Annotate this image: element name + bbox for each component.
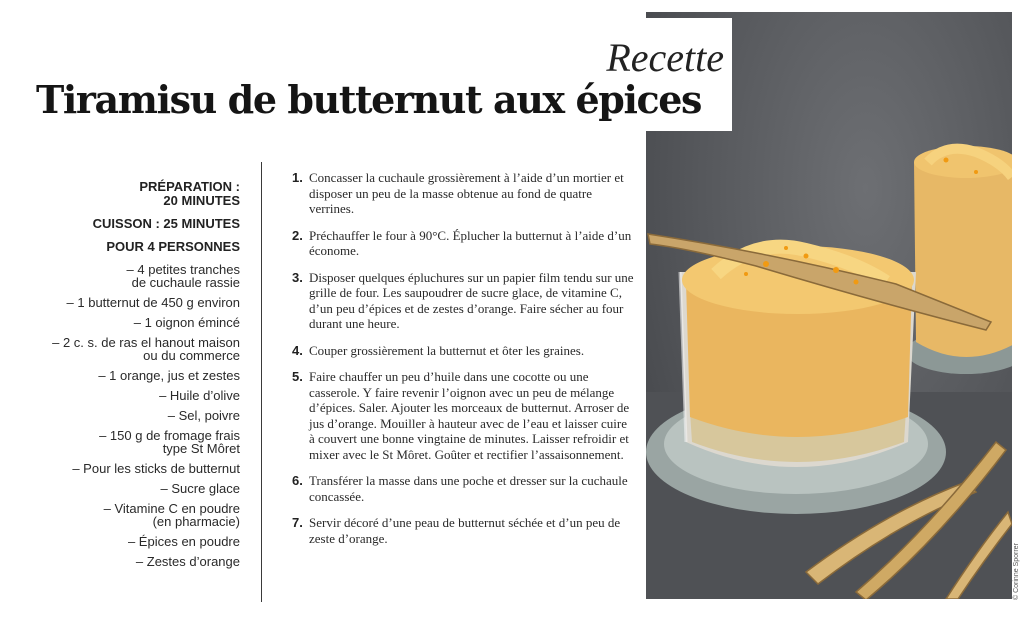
ingredient-list bbox=[20, 263, 240, 568]
ingredient-item: – Sel, poivre bbox=[167, 408, 240, 423]
ingredient-item: – 4 petites tranches de cuchaule rassie bbox=[126, 262, 240, 290]
title-block bbox=[30, 18, 732, 131]
step-item: 1. Concasser la cuchaule grossièrement à l’aide d’un mortier et disposer un peu de la masse obtenue au fond de quatre verrines. bbox=[292, 170, 624, 216]
ingredient-item: – 1 orange, jus et zestes bbox=[98, 368, 240, 383]
ingredient-item: – 1 butternut de 450 g environ bbox=[66, 295, 240, 310]
back-verrine bbox=[906, 146, 1012, 374]
step-item: 7. Servir décoré d’une peau de butternut séchée et d’un peu de zeste d’orange. bbox=[292, 515, 621, 546]
step-item: 4. Couper grossièrement la butternut et ôter les graines. bbox=[292, 342, 585, 358]
ingredient-item: – Zestes d’orange bbox=[135, 554, 240, 569]
step-item: 5. Faire chauffer un peu d’huile dans une cocotte ou une casserole. Y faire revenir l’oignon avec un peu de mélange d’épices. Saler. Ajouter les morceaux de butternut. Arroser de jus d’orange. Mouiller à hauteur avec de l’eau et laisser cuire à couvert une bonne vingtaine de minutes. Laisser refroidir et mixer avec le St Môret. Goûter et rectifier l’assaisonnement. bbox=[292, 369, 630, 462]
ingredient-item: – 2 c. s. de ras el hanout maison ou du commerce bbox=[52, 335, 240, 363]
ingredient-item: – Épices en poudre bbox=[127, 534, 240, 549]
step-item: 2. Préchauffer le four à 90°C. Éplucher la butternut à l’aide d’un économe. bbox=[292, 227, 632, 258]
photo-credit: © Corinne Sporrer bbox=[1013, 543, 1020, 600]
step-item: 3. Disposer quelques épluchures sur un papier film tendu sur une grille de four. Les saupoudrer de sucre glace, de vitamine C, d’un peu d’épices et de zestes d’orange. Faire sécher au four durant une heure. bbox=[292, 269, 634, 331]
ingredient-item: – Huile d’olive bbox=[159, 388, 240, 403]
ingredient-item: – 1 oignon émincé bbox=[133, 315, 240, 330]
recipe-kicker: Recette bbox=[606, 35, 724, 80]
servings: POUR 4 PERSONNES bbox=[106, 239, 240, 254]
ingredient-item: – Vitamine C en poudre (en pharmacie) bbox=[103, 501, 240, 529]
cooking-time: CUISSON : 25 MINUTES bbox=[92, 216, 240, 231]
ingredient-item: – Pour les sticks de butternut bbox=[72, 461, 240, 476]
ingredient-item: – 150 g de fromage frais type St Môret bbox=[99, 428, 240, 456]
ingredients-column bbox=[20, 180, 240, 575]
recipe-title: Tiramisu de butternut aux épices bbox=[36, 77, 701, 122]
step-item: 6. Transférer la masse dans une poche et dresser sur la cuchaule concassée. bbox=[292, 473, 628, 504]
preparation-time: PRÉPARATION : 20 MINUTES bbox=[139, 179, 240, 208]
instruction-steps bbox=[292, 170, 634, 557]
column-divider bbox=[261, 162, 262, 602]
ingredient-item: – Sucre glace bbox=[160, 481, 240, 496]
